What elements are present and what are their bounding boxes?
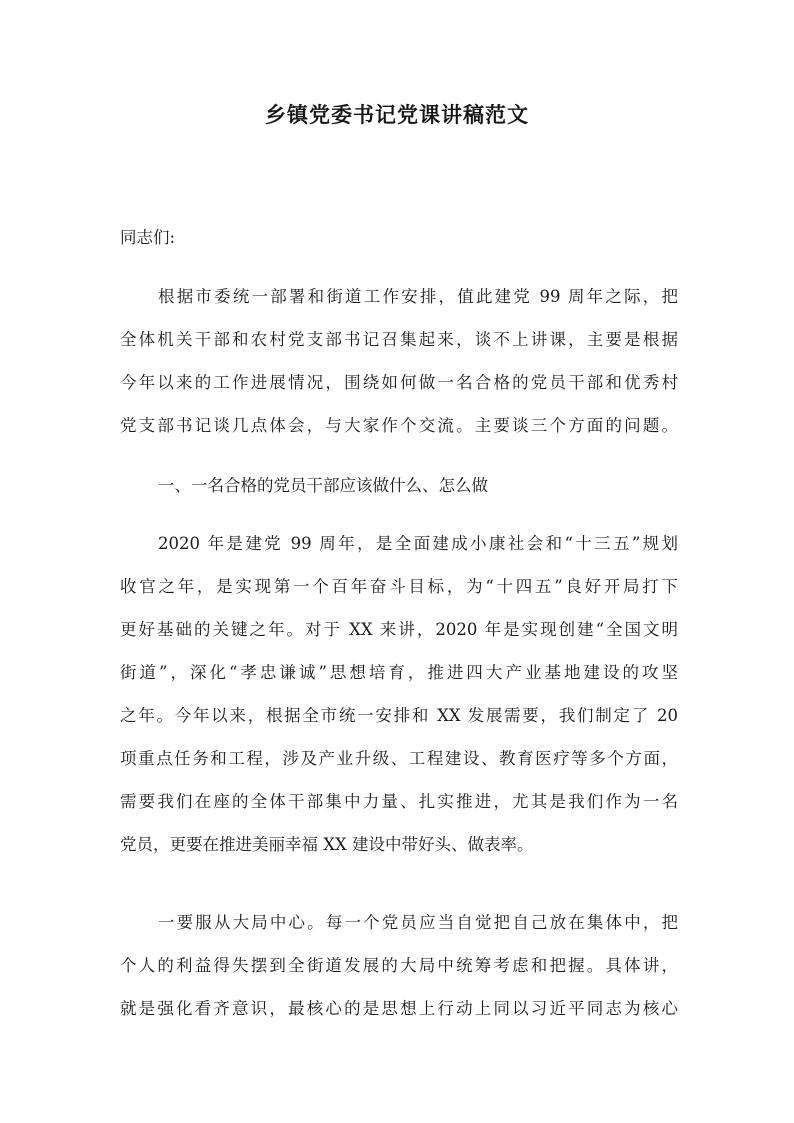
paragraph-line: 更好基础的关键之年。对于 XX 来讲，2020 年是实现创建“全国文明	[120, 620, 678, 639]
paragraph-line: 党支部书记谈几点体会，与大家作个交流。主要谈三个方面的问题。	[120, 416, 678, 435]
paragraph-line: 一要服从大局中心。每一个党员应当自觉把自己放在集体中，把	[158, 913, 678, 932]
paragraph-line: 就是强化看齐意识，最核心的是思想上行动上同以习近平同志为核心	[120, 999, 678, 1018]
paragraph-line: 今年以来的工作进展情况，围绕如何做一名合格的党员干部和优秀村	[120, 373, 678, 392]
paragraph-line: 收官之年，是实现第一个百年奋斗目标，为“十四五”良好开局打下	[120, 577, 678, 596]
salutation-text: 同志们:	[120, 228, 176, 247]
paragraph-line: 需要我们在座的全体干部集中力量、扎实推进，尤其是我们作为一名	[120, 792, 678, 811]
paragraph-line: 之年。今年以来，根据全市统一安排和 XX 发展需要，我们制定了 20	[120, 706, 678, 725]
document-title: 乡镇党委书记党课讲稿范文	[265, 102, 529, 127]
paragraph-line: 项重点任务和工程，涉及产业升级、工程建设、教育医疗等多个方面，	[120, 749, 678, 768]
paragraph-line: 党员，更要在推进美丽幸福 XX 建设中带好头、做表率。	[120, 835, 534, 854]
paragraph-line: 街道”，深化“孝忠谦诚”思想培育，推进四大产业基地建设的攻坚	[120, 663, 678, 682]
paragraph-line: 个人的利益得失摆到全街道发展的大局中统筹考虑和把握。具体讲，	[120, 956, 678, 975]
paragraph-line: 根据市委统一部署和街道工作安排，值此建党 99 周年之际，把	[158, 287, 678, 306]
paragraph-line: 2020 年是建党 99 周年，是全面建成小康社会和“十三五”规划	[158, 534, 678, 553]
section-heading-text: 一、一名合格的党员干部应该做什么、怎么做	[158, 476, 488, 495]
paragraph-line: 全体机关干部和农村党支部书记召集起来，谈不上讲课，主要是根据	[120, 330, 678, 349]
